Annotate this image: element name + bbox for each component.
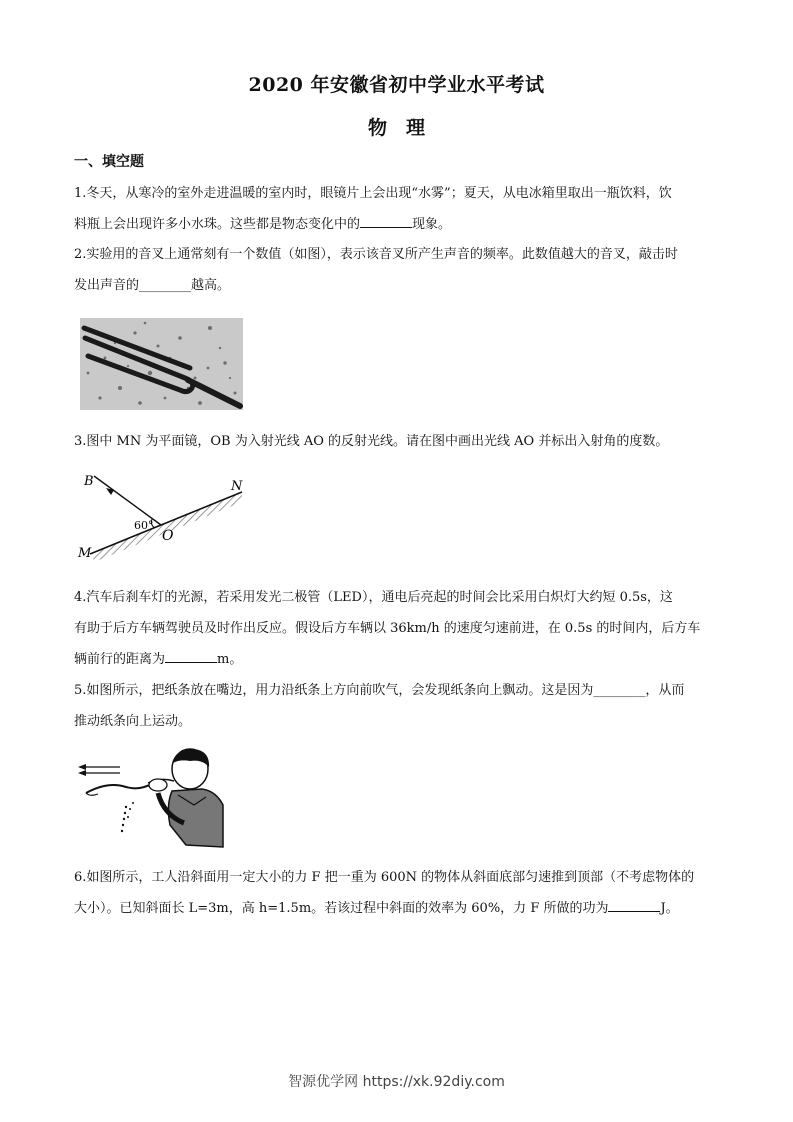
- question-1-text: 料瓶上会出现许多小水珠。这些都是物态变化中的: [74, 217, 361, 232]
- question-5-line-1: 5.如图所示，把纸条放在嘴边，用力沿纸条上方向前吹气，会发现纸条向上飘动。这是因为________，从而: [74, 683, 685, 698]
- answer-blank: [360, 215, 412, 228]
- question-6-text: 大小）。已知斜面长 L=3m，高 h=1.5m。若该过程中斜面的效率为 60%，力 F 所做的功为: [74, 901, 609, 916]
- question-6: [74, 862, 722, 924]
- exam-title: 2020 年安徽省初中学业水平考试: [248, 74, 545, 96]
- section-heading-fill-blank: 一、填空题: [74, 154, 144, 170]
- question-1-tail: 现象。: [412, 217, 452, 232]
- question-1-line-1: 1.冬天，从寒冷的室外走进温暖的室内时，眼镜片上会出现“水雾”；夏天，从电冰箱里取出一瓶饮料，饮: [74, 186, 672, 201]
- question-3: [74, 426, 722, 457]
- mirror-surface: [90, 492, 242, 554]
- question-6-line-2: [74, 893, 722, 924]
- label-N: N: [231, 479, 243, 494]
- answer-blank: [165, 650, 217, 663]
- question-5: [74, 675, 722, 737]
- footer-watermark: 智源优学网 https://xk.92diy.com: [288, 1074, 505, 1090]
- answer-blank: [608, 899, 660, 912]
- question-2-line-1: 2.实验用的音叉上通常刻有一个数值（如图），表示该音叉所产生声音的频率。此数值越大的音叉，敲击时: [74, 247, 678, 262]
- question-2: [74, 239, 722, 301]
- question-2-line-2: 发出声音的________越高。: [74, 278, 231, 293]
- boy-blowing-paper-figure: [78, 745, 228, 853]
- angle-label: 60°: [134, 519, 154, 532]
- question-3-line-1: 3.图中 MN 为平面镜，OB 为入射光线 AO 的反射光线。请在图中画出光线 AO 并标出入射角的度数。: [74, 434, 669, 449]
- reflected-ray-OB: [94, 476, 161, 525]
- question-6-line-1: 6.如图所示，工人沿斜面用一定大小的力 F 把一重为 600N 的物体从斜面底部匀速推到顶部（不考虑物体的: [74, 870, 695, 885]
- question-4-line-1: 4.汽车后刹车灯的光源，若采用发光二极管（LED），通电后亮起的时间会比采用白炽灯大约短 0.5s，这: [74, 590, 673, 605]
- question-5-line-2: 推动纸条向上运动。: [74, 714, 192, 729]
- question-4-text: 辆前行的距离为: [74, 652, 166, 667]
- label-O: O: [162, 528, 174, 544]
- question-4-tail: m。: [217, 652, 243, 667]
- mirror-hatching: [92, 492, 242, 562]
- question-1-line-2: [74, 209, 722, 240]
- question-4-line-2: 有助于后方车辆驾驶员及时作出反应。假设后方车辆以 36km/h 的速度匀速前进，在 0.5s 的时间内，后方车: [74, 621, 701, 636]
- question-1: [74, 178, 722, 240]
- label-B: B: [84, 474, 94, 489]
- tuning-fork-image: [80, 318, 243, 410]
- label-M: M: [78, 546, 92, 561]
- subject-title: 物 理: [367, 117, 425, 139]
- question-4: [74, 582, 722, 675]
- question-6-tail: J。: [660, 901, 679, 916]
- plane-mirror-diagram: [76, 470, 248, 562]
- question-4-line-3: [74, 644, 722, 675]
